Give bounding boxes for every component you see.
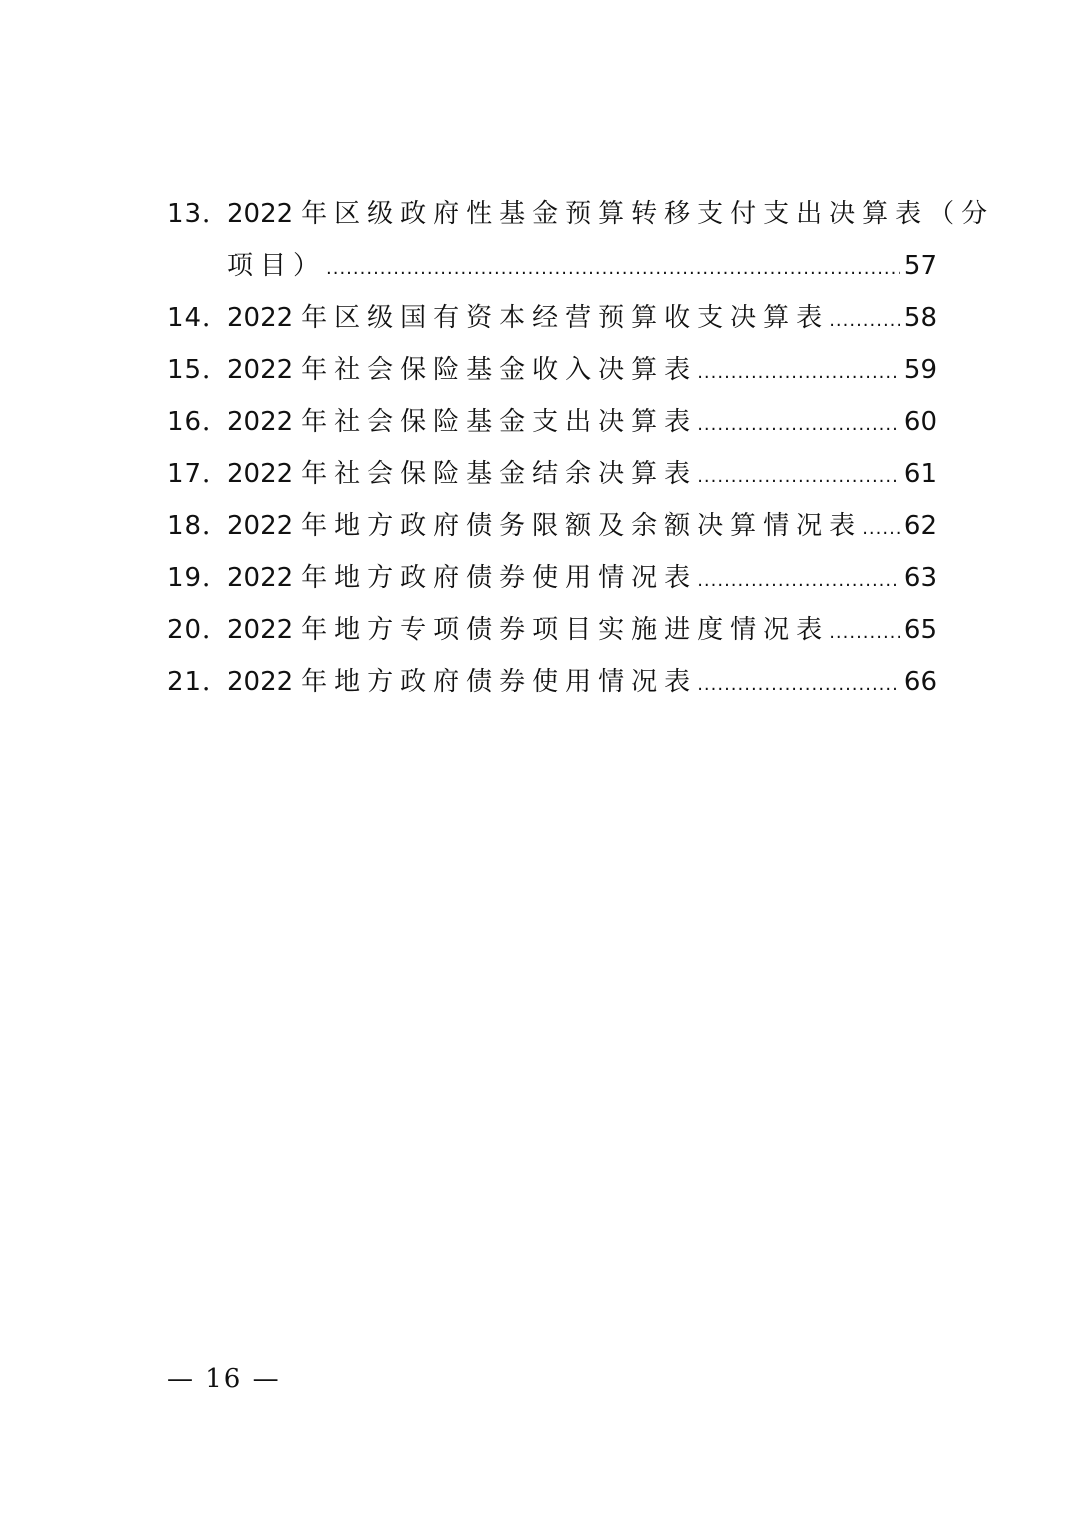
toc-entry-number: 18． xyxy=(167,511,230,541)
toc-entry-number: 19． xyxy=(167,563,230,593)
toc-entry-21[interactable] xyxy=(167,656,937,708)
toc-entry-title: 2022 年地方政府债券使用情况表 xyxy=(227,563,698,593)
toc-entry-title: 2022 年地方专项债券项目实施进度情况表 xyxy=(227,615,830,645)
toc-page-number: 62 xyxy=(903,511,937,541)
toc-entry-title-continued: 项目） xyxy=(227,251,327,281)
toc-entry-13[interactable] xyxy=(167,188,995,292)
toc-entry-18[interactable] xyxy=(167,500,937,552)
toc-entry-20[interactable] xyxy=(167,604,937,656)
toc-entry-number: 15． xyxy=(167,355,230,385)
toc-entry-14[interactable] xyxy=(167,292,937,344)
toc-entry-title: 2022 年社会保险基金收入决算表 xyxy=(227,355,698,385)
toc-entry-title: 2022 年社会保险基金结余决算表 xyxy=(227,459,698,489)
toc-entry-number: 20． xyxy=(167,615,230,645)
dot-leader xyxy=(697,659,900,711)
toc-entry-number: 17． xyxy=(167,459,230,489)
table-of-contents xyxy=(167,188,995,708)
toc-entry-number: 16． xyxy=(167,407,230,437)
dot-leader xyxy=(326,243,900,295)
toc-entry-16[interactable] xyxy=(167,396,937,448)
toc-entry-15[interactable] xyxy=(167,344,937,396)
page-number-footer: — 16 — xyxy=(167,1364,281,1394)
toc-page-number: 59 xyxy=(903,355,937,385)
dot-leader xyxy=(697,399,900,451)
dot-leader xyxy=(697,347,900,399)
toc-entry-17[interactable] xyxy=(167,448,937,500)
toc-page-number: 58 xyxy=(903,303,937,333)
dot-leader xyxy=(829,607,900,659)
toc-entry-number: 14． xyxy=(167,303,230,333)
toc-page-number: 66 xyxy=(903,667,937,697)
toc-entry-title: 2022 年社会保险基金支出决算表 xyxy=(227,407,698,437)
dot-leader xyxy=(862,503,900,555)
toc-page-number: 65 xyxy=(903,615,937,645)
toc-page-number: 63 xyxy=(903,563,937,593)
toc-entry-title: 2022 年区级国有资本经营预算收支决算表 xyxy=(227,303,830,333)
toc-page-number: 60 xyxy=(903,407,937,437)
toc-entry-number: 21． xyxy=(167,667,230,697)
dot-leader xyxy=(697,451,900,503)
toc-entry-number: 13． xyxy=(167,199,230,229)
dot-leader xyxy=(697,555,900,607)
dot-leader xyxy=(829,295,900,347)
toc-entry-19[interactable] xyxy=(167,552,937,604)
toc-page-number: 61 xyxy=(903,459,937,489)
toc-entry-title: 2022 年地方政府债券使用情况表 xyxy=(227,667,698,697)
toc-page-number: 57 xyxy=(903,251,937,281)
toc-entry-title: 2022 年地方政府债务限额及余额决算情况表 xyxy=(227,511,863,541)
toc-entry-title: 2022 年区级政府性基金预算转移支付支出决算表（分 xyxy=(227,199,995,229)
